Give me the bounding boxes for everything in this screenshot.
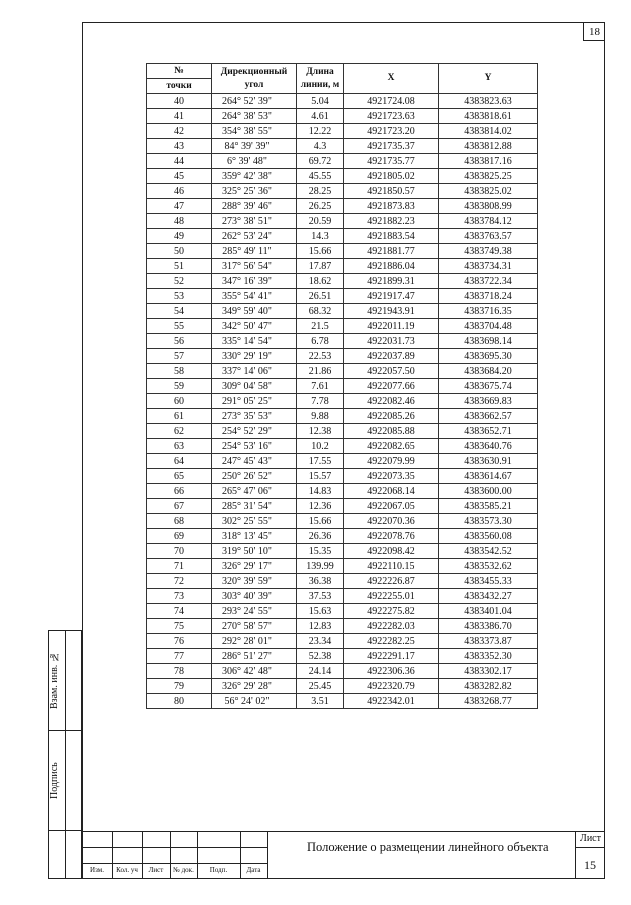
cell-y: 4383542.52 (439, 544, 538, 559)
cell-length: 14.3 (297, 229, 344, 244)
cell-length: 12.83 (297, 619, 344, 634)
table-row (147, 604, 538, 619)
table-row (147, 229, 538, 244)
cell-num: 44 (147, 154, 212, 169)
cell-num: 58 (147, 364, 212, 379)
table-row (147, 439, 538, 454)
cell-y: 4383268.77 (439, 694, 538, 709)
cell-num: 43 (147, 139, 212, 154)
cell-y: 4383684.20 (439, 364, 538, 379)
cell-x: 4922085.26 (344, 409, 439, 424)
col-podp: Подп. (209, 866, 228, 874)
table-row (147, 574, 538, 589)
cell-angle: 285° 49' 11" (212, 244, 297, 259)
cell-angle: 288° 39' 46" (212, 199, 297, 214)
table-row (147, 109, 538, 124)
cell-length: 21.86 (297, 364, 344, 379)
cell-angle: 250° 26' 52" (212, 469, 297, 484)
cell-y: 4383614.67 (439, 469, 538, 484)
side-strip (48, 630, 82, 879)
cell-length: 4.61 (297, 109, 344, 124)
cell-x: 4921899.31 (344, 274, 439, 289)
cell-x: 4922098.42 (344, 544, 439, 559)
title-block (82, 831, 605, 879)
cell-x: 4922067.05 (344, 499, 439, 514)
cell-y: 4383630.91 (439, 454, 538, 469)
cell-num: 60 (147, 394, 212, 409)
header-y: Y (439, 64, 538, 94)
cell-num: 77 (147, 649, 212, 664)
table-row (147, 304, 538, 319)
cell-num: 42 (147, 124, 212, 139)
cell-x: 4921723.63 (344, 109, 439, 124)
cell-x: 4921850.57 (344, 184, 439, 199)
cell-angle: 84° 39' 39" (212, 139, 297, 154)
cell-angle: 262° 53' 24" (212, 229, 297, 244)
cell-length: 15.57 (297, 469, 344, 484)
cell-length: 4.3 (297, 139, 344, 154)
table-row (147, 514, 538, 529)
cell-x: 4922306.36 (344, 664, 439, 679)
cell-x: 4922085.88 (344, 424, 439, 439)
col-doc: № док. (173, 866, 194, 874)
cell-angle: 291° 05' 25" (212, 394, 297, 409)
cell-angle: 337° 14' 06" (212, 364, 297, 379)
sign-label: Подпись (49, 762, 60, 799)
cell-num: 68 (147, 514, 212, 529)
cell-angle: 254° 53' 16" (212, 439, 297, 454)
table-row (147, 499, 538, 514)
cell-y: 4383560.08 (439, 529, 538, 544)
cell-x: 4921943.91 (344, 304, 439, 319)
cell-y: 4383808.99 (439, 199, 538, 214)
cell-y: 4383532.62 (439, 559, 538, 574)
table-row (147, 679, 538, 694)
cell-x: 4922110.15 (344, 559, 439, 574)
cell-num: 65 (147, 469, 212, 484)
cell-x: 4921805.02 (344, 169, 439, 184)
cell-angle: 326° 29' 28" (212, 679, 297, 694)
cell-num: 50 (147, 244, 212, 259)
cell-angle: 319° 50' 10" (212, 544, 297, 559)
cell-y: 4383401.04 (439, 604, 538, 619)
cell-y: 4383722.34 (439, 274, 538, 289)
cell-angle: 335° 14' 54" (212, 334, 297, 349)
inv-label: Взам. инв. № (49, 651, 60, 710)
cell-length: 37.53 (297, 589, 344, 604)
cell-x: 4922282.03 (344, 619, 439, 634)
cell-angle: 317° 56' 54" (212, 259, 297, 274)
cell-angle: 264° 38' 53" (212, 109, 297, 124)
document-title: Положение о размещении линейного объекта (307, 840, 549, 854)
cell-length: 6.78 (297, 334, 344, 349)
cell-x: 4922037.89 (344, 349, 439, 364)
cell-length: 69.72 (297, 154, 344, 169)
cell-y: 4383455.33 (439, 574, 538, 589)
sheet-label: Лист (580, 833, 601, 844)
table-row (147, 214, 538, 229)
cell-y: 4383698.14 (439, 334, 538, 349)
cell-angle: 306° 42' 48" (212, 664, 297, 679)
cell-angle: 303° 40' 39" (212, 589, 297, 604)
cell-x: 4922275.82 (344, 604, 439, 619)
table-row (147, 409, 538, 424)
cell-num: 49 (147, 229, 212, 244)
cell-y: 4383373.87 (439, 634, 538, 649)
cell-angle: 354° 38' 55" (212, 124, 297, 139)
cell-length: 21.5 (297, 319, 344, 334)
table-body (147, 94, 538, 709)
table-row (147, 169, 538, 184)
cell-num: 59 (147, 379, 212, 394)
cell-num: 41 (147, 109, 212, 124)
cell-num: 73 (147, 589, 212, 604)
cell-angle: 318° 13' 45" (212, 529, 297, 544)
cell-angle: 270° 58' 57" (212, 619, 297, 634)
cell-length: 45.55 (297, 169, 344, 184)
cell-length: 7.78 (297, 394, 344, 409)
header-angle: Дирекционный угол (212, 64, 297, 94)
cell-y: 4383814.02 (439, 124, 538, 139)
cell-length: 18.62 (297, 274, 344, 289)
table-row (147, 484, 538, 499)
cell-y: 4383825.25 (439, 169, 538, 184)
table-row (147, 259, 538, 274)
cell-length: 12.38 (297, 424, 344, 439)
cell-length: 23.34 (297, 634, 344, 649)
cell-x: 4921873.83 (344, 199, 439, 214)
cell-x: 4922031.73 (344, 334, 439, 349)
cell-num: 54 (147, 304, 212, 319)
cell-y: 4383784.12 (439, 214, 538, 229)
cell-x: 4921724.08 (344, 94, 439, 109)
cell-num: 57 (147, 349, 212, 364)
table-row (147, 274, 538, 289)
cell-y: 4383675.74 (439, 379, 538, 394)
header-x: X (344, 64, 439, 94)
cell-x: 4922282.25 (344, 634, 439, 649)
cell-angle: 254° 52' 29" (212, 424, 297, 439)
cell-x: 4921735.77 (344, 154, 439, 169)
cell-angle: 247° 45' 43" (212, 454, 297, 469)
cell-num: 52 (147, 274, 212, 289)
cell-num: 71 (147, 559, 212, 574)
cell-x: 4922255.01 (344, 589, 439, 604)
cell-x: 4922291.17 (344, 649, 439, 664)
cell-y: 4383823.63 (439, 94, 538, 109)
cell-length: 3.51 (297, 694, 344, 709)
cell-x: 4921723.20 (344, 124, 439, 139)
cell-angle: 309° 04' 58" (212, 379, 297, 394)
cell-angle: 56° 24' 02" (212, 694, 297, 709)
cell-angle: 292° 28' 01" (212, 634, 297, 649)
cell-length: 10.2 (297, 439, 344, 454)
cell-y: 4383600.00 (439, 484, 538, 499)
table-row (147, 559, 538, 574)
cell-x: 4921882.23 (344, 214, 439, 229)
cell-length: 17.55 (297, 454, 344, 469)
table-row (147, 289, 538, 304)
cell-num: 79 (147, 679, 212, 694)
cell-angle: 355° 54' 41" (212, 289, 297, 304)
cell-x: 4921886.04 (344, 259, 439, 274)
cell-x: 4922057.50 (344, 364, 439, 379)
table-row (147, 94, 538, 109)
cell-x: 4921735.37 (344, 139, 439, 154)
cell-x: 4921883.54 (344, 229, 439, 244)
cell-length: 139.99 (297, 559, 344, 574)
cell-y: 4383734.31 (439, 259, 538, 274)
cell-y: 4383749.38 (439, 244, 538, 259)
cell-angle: 265° 47' 06" (212, 484, 297, 499)
coordinates-table (146, 63, 538, 709)
cell-angle: 302° 25' 55" (212, 514, 297, 529)
table-row (147, 319, 538, 334)
cell-num: 78 (147, 664, 212, 679)
cell-length: 22.53 (297, 349, 344, 364)
cell-y: 4383386.70 (439, 619, 538, 634)
cell-length: 15.66 (297, 514, 344, 529)
table-row (147, 619, 538, 634)
col-izm: Изм. (90, 866, 104, 874)
table-row (147, 379, 538, 394)
col-data: Дата (246, 866, 261, 874)
cell-x: 4922078.76 (344, 529, 439, 544)
cell-y: 4383818.61 (439, 109, 538, 124)
cell-num: 40 (147, 94, 212, 109)
cell-length: 52.38 (297, 649, 344, 664)
cell-length: 68.32 (297, 304, 344, 319)
cell-length: 15.66 (297, 244, 344, 259)
table-row (147, 394, 538, 409)
table-row (147, 694, 538, 709)
sheet-number: 15 (584, 858, 596, 872)
cell-y: 4383718.24 (439, 289, 538, 304)
cell-y: 4383825.02 (439, 184, 538, 199)
table-row (147, 124, 538, 139)
cell-length: 7.61 (297, 379, 344, 394)
cell-angle: 326° 29' 17" (212, 559, 297, 574)
header-num-label: точки (147, 79, 212, 94)
cell-x: 4922342.01 (344, 694, 439, 709)
cell-length: 15.35 (297, 544, 344, 559)
cell-angle: 273° 35' 53" (212, 409, 297, 424)
table-row (147, 664, 538, 679)
table-row (147, 634, 538, 649)
cell-length: 36.38 (297, 574, 344, 589)
cell-length: 26.51 (297, 289, 344, 304)
cell-num: 80 (147, 694, 212, 709)
cell-y: 4383716.35 (439, 304, 538, 319)
cell-x: 4922226.87 (344, 574, 439, 589)
cell-num: 63 (147, 439, 212, 454)
cell-x: 4922011.19 (344, 319, 439, 334)
cell-angle: 342° 50' 47" (212, 319, 297, 334)
table-row (147, 199, 538, 214)
cell-num: 74 (147, 604, 212, 619)
cell-y: 4383662.57 (439, 409, 538, 424)
cell-x: 4922068.14 (344, 484, 439, 499)
cell-angle: 325° 25' 36" (212, 184, 297, 199)
header-length: Длина линии, м (297, 64, 344, 94)
table-row (147, 334, 538, 349)
cell-x: 4922079.99 (344, 454, 439, 469)
cell-angle: 286° 51' 27" (212, 649, 297, 664)
cell-angle: 330° 29' 19" (212, 349, 297, 364)
table-row (147, 139, 538, 154)
cell-length: 20.59 (297, 214, 344, 229)
cell-num: 64 (147, 454, 212, 469)
cell-length: 5.04 (297, 94, 344, 109)
cell-y: 4383282.82 (439, 679, 538, 694)
cell-num: 75 (147, 619, 212, 634)
cell-num: 69 (147, 529, 212, 544)
cell-y: 4383763.57 (439, 229, 538, 244)
cell-angle: 264° 52' 39" (212, 94, 297, 109)
table-row (147, 469, 538, 484)
cell-num: 72 (147, 574, 212, 589)
cell-length: 24.14 (297, 664, 344, 679)
cell-x: 4922073.35 (344, 469, 439, 484)
cell-num: 48 (147, 214, 212, 229)
cell-length: 12.36 (297, 499, 344, 514)
cell-length: 26.36 (297, 529, 344, 544)
col-list: Лист (148, 866, 164, 874)
cell-num: 46 (147, 184, 212, 199)
cell-length: 25.45 (297, 679, 344, 694)
cell-y: 4383432.27 (439, 589, 538, 604)
cell-length: 12.22 (297, 124, 344, 139)
cell-x: 4922077.66 (344, 379, 439, 394)
table-row (147, 454, 538, 469)
page-number-top: 18 (583, 23, 605, 41)
cell-num: 62 (147, 424, 212, 439)
cell-length: 14.83 (297, 484, 344, 499)
cell-y: 4383812.88 (439, 139, 538, 154)
table-row (147, 154, 538, 169)
table-row (147, 529, 538, 544)
cell-num: 61 (147, 409, 212, 424)
cell-length: 26.25 (297, 199, 344, 214)
cell-x: 4921917.47 (344, 289, 439, 304)
cell-num: 56 (147, 334, 212, 349)
table-row (147, 364, 538, 379)
table-row (147, 544, 538, 559)
cell-angle: 347° 16' 39" (212, 274, 297, 289)
cell-x: 4922082.46 (344, 394, 439, 409)
cell-num: 76 (147, 634, 212, 649)
table-row (147, 184, 538, 199)
cell-angle: 273° 38' 51" (212, 214, 297, 229)
cell-num: 51 (147, 259, 212, 274)
cell-angle: 285° 31' 54" (212, 499, 297, 514)
cell-y: 4383585.21 (439, 499, 538, 514)
cell-angle: 359° 42' 38" (212, 169, 297, 184)
cell-num: 55 (147, 319, 212, 334)
table-row (147, 649, 538, 664)
table-row (147, 349, 538, 364)
cell-length: 28.25 (297, 184, 344, 199)
cell-length: 9.88 (297, 409, 344, 424)
cell-num: 66 (147, 484, 212, 499)
table-row (147, 424, 538, 439)
cell-x: 4922320.79 (344, 679, 439, 694)
cell-y: 4383573.30 (439, 514, 538, 529)
cell-angle: 349° 59' 40" (212, 304, 297, 319)
cell-angle: 6° 39' 48" (212, 154, 297, 169)
cell-x: 4922082.65 (344, 439, 439, 454)
cell-num: 45 (147, 169, 212, 184)
cell-x: 4922070.36 (344, 514, 439, 529)
cell-num: 53 (147, 289, 212, 304)
cell-y: 4383695.30 (439, 349, 538, 364)
cell-y: 4383704.48 (439, 319, 538, 334)
cell-num: 70 (147, 544, 212, 559)
cell-y: 4383640.76 (439, 439, 538, 454)
table-row (147, 589, 538, 604)
cell-y: 4383652.71 (439, 424, 538, 439)
cell-length: 15.63 (297, 604, 344, 619)
header-num: № (147, 64, 212, 79)
cell-y: 4383302.17 (439, 664, 538, 679)
cell-num: 67 (147, 499, 212, 514)
cell-x: 4921881.77 (344, 244, 439, 259)
cell-num: 47 (147, 199, 212, 214)
table-row (147, 244, 538, 259)
cell-y: 4383352.30 (439, 649, 538, 664)
cell-length: 17.87 (297, 259, 344, 274)
cell-angle: 293° 24' 55" (212, 604, 297, 619)
cell-y: 4383817.16 (439, 154, 538, 169)
cell-angle: 320° 39' 59" (212, 574, 297, 589)
col-kol: Кол. уч (116, 866, 138, 874)
cell-y: 4383669.83 (439, 394, 538, 409)
